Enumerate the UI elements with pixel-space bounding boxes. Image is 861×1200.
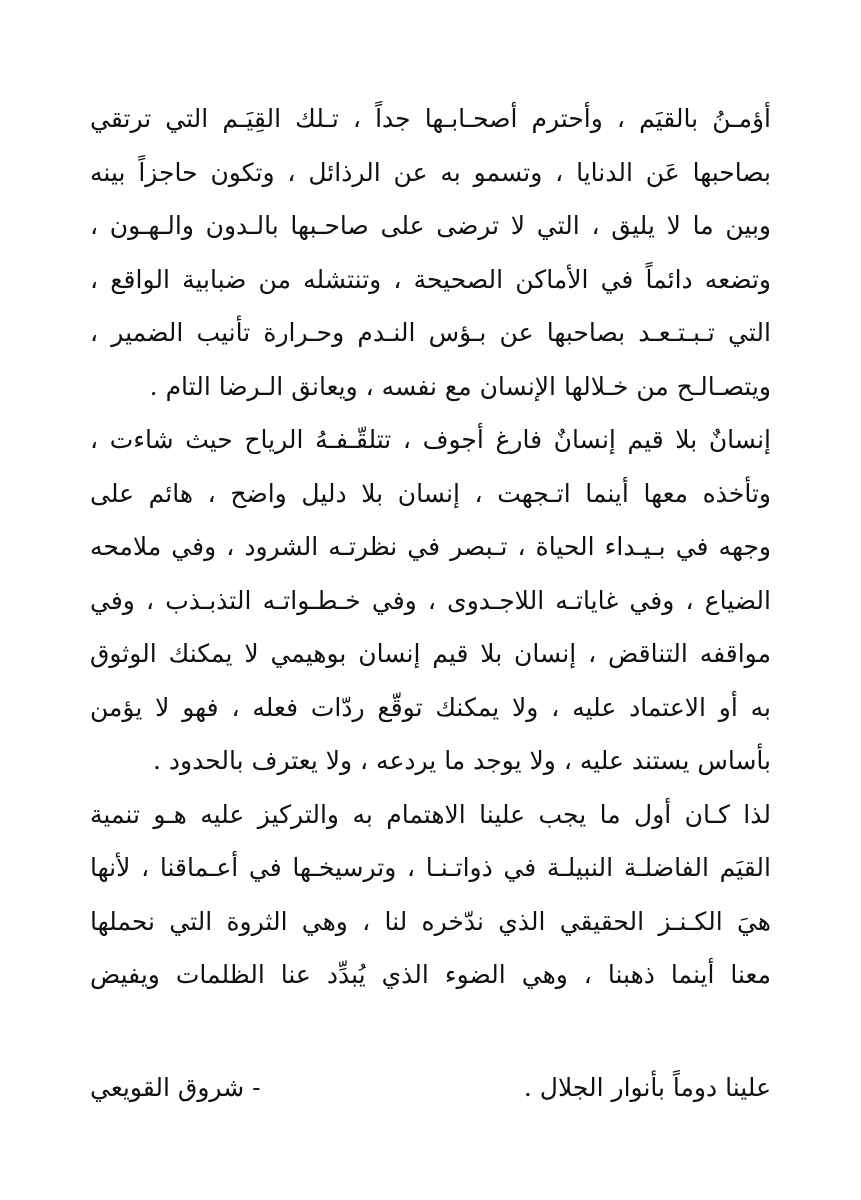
text-line-16: هيَ الكـنـز الحقيقي الذي ندّخره لنا ، وهي الثروة التي نحملها xyxy=(90,906,771,936)
text-line-15: القيَم الفاضلـة النبيلـة في ذواتـنـا ، وترسيخـها في أعـماقنا ، لأنها xyxy=(90,853,771,882)
text-line-10: الضياع ، وفي غاياتـه اللاجـدوى ، وفي خـطـواتـه التذبـذب ، وفي xyxy=(90,585,771,615)
text-line-2: بصاحبها عَن الدنايا ، وتسمو به عن الرذائل ، وتكون حاجزاً بينه xyxy=(90,157,771,187)
text-line-14: لذا كـان أول ما يجب علينا الاهتمام به والتركيز عليه هـو تنمية xyxy=(90,799,771,829)
closing-line: علينا دوماً بأنوار الجلال . xyxy=(523,1073,771,1102)
text-line-4: وتضعه دائماً في الأماكن الصحيحة ، وتنتشله من ضبابية الواقع ، xyxy=(90,264,771,294)
text-line-17: معنا أينما ذهبنا ، وهي الضوء الذي يُبدِّد عنا الظلمات ويفيض xyxy=(90,960,771,989)
text-line-8: وتأخذه معها أينما اتـجهت ، إنسان بلا دليل واضح ، هائم على xyxy=(90,478,771,508)
text-line-13: بأساس يستند عليه ، ولا يوجد ما يردعه ، ولا يعترف بالحدود . xyxy=(153,746,771,775)
closing-row xyxy=(90,1061,771,1115)
text-line-6: ويتصـالـح من خـلالها الإنسان مع نفسه ، ويعانق الـرضا التام . xyxy=(149,371,771,401)
text-line-1: أؤمـنُ بالقيَم ، وأحترم أصحـابـها جداً ، تـلك القِيَـم التي ترتقي xyxy=(90,104,771,133)
text-line-11: مواقفه التناقض ، إنسان بلا قيم إنسان بوهيمي لا يمكنك الوثوق xyxy=(90,639,771,668)
text-line-12: به أو الاعتماد عليه ، ولا يمكنك توقّع ردّات فعله ، فهو لا يؤمن xyxy=(90,692,771,722)
article-body xyxy=(90,92,771,1002)
text-line-7: إنسانٌ بلا قيم إنسانٌ فارغ أجوف ، تتلقّـفـهُ الرياح حيث شاءت ، xyxy=(90,425,771,454)
text-line-5: التي تـبـتـعـد بصاحبها عن بـؤس النـدم وحـرارة تأنيب الضمير ، xyxy=(90,318,771,347)
author-signature: - شروق القويعي xyxy=(90,1073,261,1102)
text-line-3: وبين ما لا يليق ، التي لا ترضى على صاحـبها بالـدون والـهـون ، xyxy=(90,211,771,240)
text-line-9: وجهه في بـيـداء الحياة ، تـبصر في نظرتـه الشرود ، وفي ملامحه xyxy=(90,532,771,561)
